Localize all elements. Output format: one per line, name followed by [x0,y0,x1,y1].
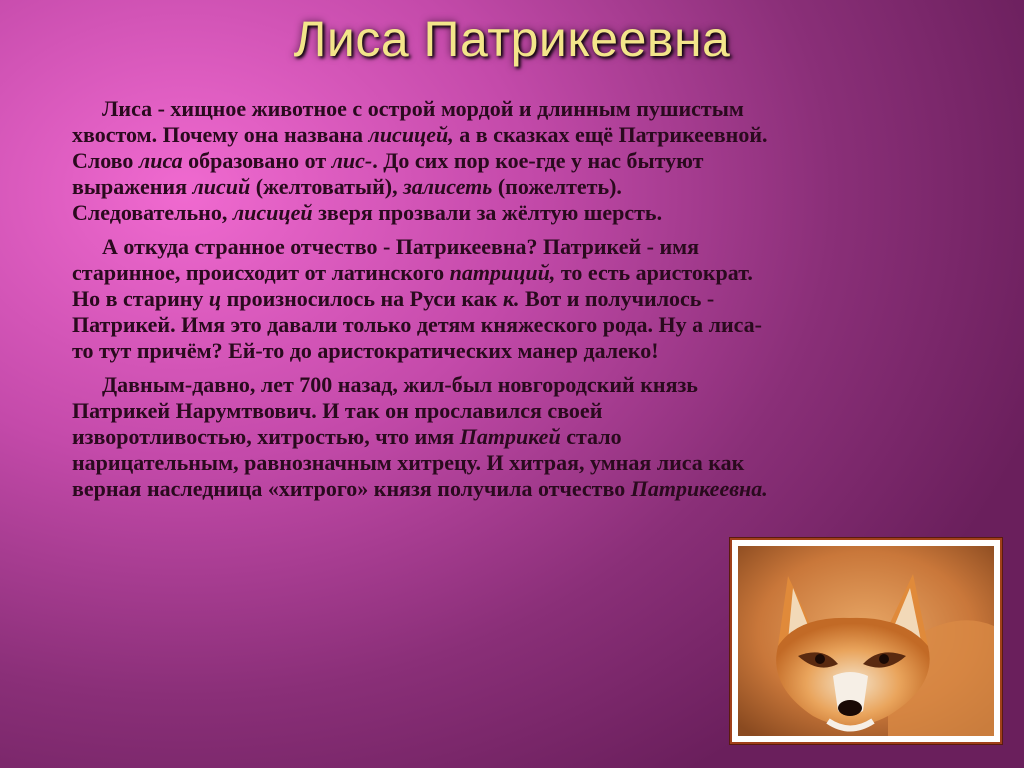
text-segment: стало нарицательным, равнозначным хитрецу. И хитрая, умная лиса как верная наследница «хитрого» князя получила отчество [72,424,745,501]
body-text [72,96,772,510]
paragraph-2 [72,234,772,364]
text-segment: лисицей, [368,122,454,147]
paragraph-1 [72,96,772,226]
text-segment: А откуда странное отчество - Патрикеевна? Патрикей - имя старинное, происходит от латинского [72,234,700,285]
paragraph-3 [72,372,772,502]
text-segment: лис- [331,148,373,173]
text-segment: (желтоватый), [250,174,404,199]
text-segment: Лиса - хищное животное с острой мордой и длинным пушистым хвостом. Почему она названа [72,96,744,147]
text-segment: лиса [138,148,183,173]
text-segment: образовано от [182,148,332,173]
text-segment: то есть аристократ. Но в старину [72,260,753,311]
slide-title: Лиса Патрикеевна [293,11,731,67]
text-segment: зверя прозвали за жёлтую шерсть. [312,200,663,225]
text-segment: а в сказках ещё Патрикеевной. Слово [72,122,768,173]
fox-image-frame [730,538,1002,744]
text-segment: . До сих пор кое-где у нас бытуют выражения [72,148,704,199]
text-segment: (пожелтеть). Следовательно, [72,174,622,225]
text-segment: к. [502,286,520,311]
text-segment: лисий [192,174,251,199]
text-segment: лисицей [232,200,313,225]
text-segment: Патрикеевна. [630,476,768,501]
text-segment: ц [208,286,222,311]
text-segment: Вот и получилось - Патрикей. Имя это давали только детям княжеского рода. Ну а лиса-то тут причём? Ей-то до аристократических манер далеко! [72,286,762,363]
text-segment: патриций, [449,260,556,285]
text-segment: залисеть [403,174,493,199]
text-segment: произносилось на Руси как [221,286,503,311]
fox-photo [738,546,994,736]
text-segment: Патрикей [459,424,561,449]
text-segment: Давным-давно, лет 700 назад, жил-был новгородский князь Патрикей Нарумтвович. И так он прославился своей изворотливостью, хитростью, что имя [72,372,698,449]
